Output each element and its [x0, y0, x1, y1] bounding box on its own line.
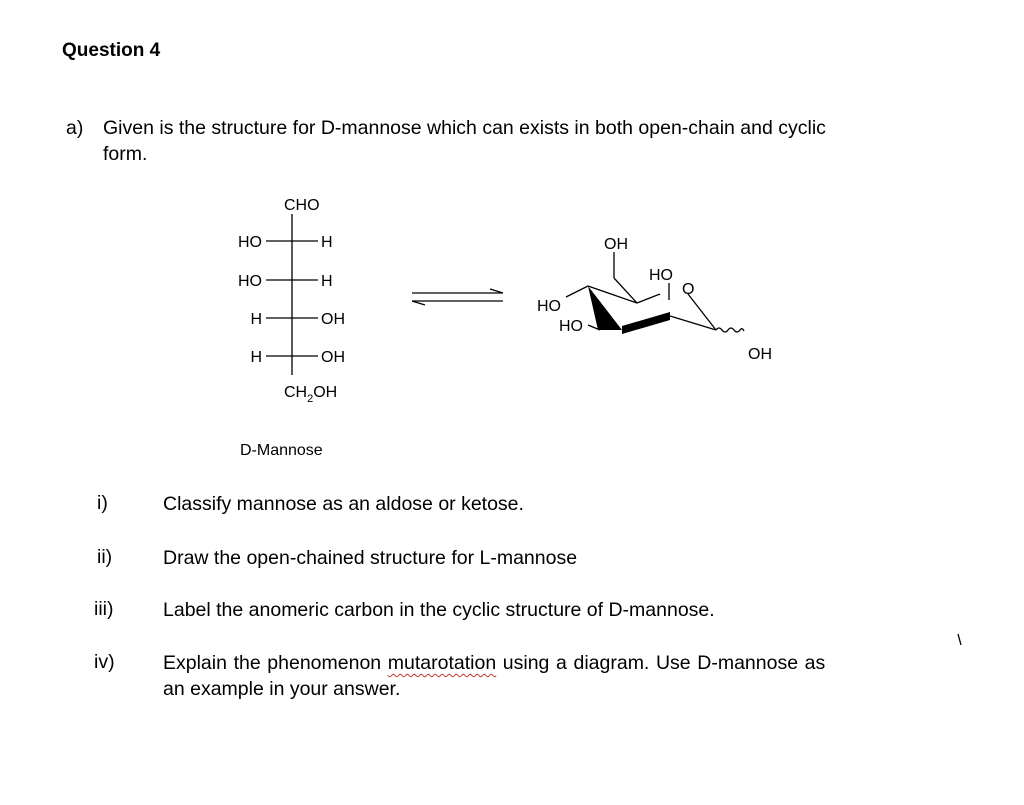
- fischer-row4-right: OH: [321, 349, 345, 366]
- task-ii-text: Draw the open-chained structure for L-mannose: [163, 547, 578, 569]
- fischer-row3-left: H: [250, 311, 262, 328]
- fischer-name-d-mannose: D-Mannose: [240, 442, 323, 459]
- part-a-label: a): [66, 117, 84, 139]
- equilibrium-arrow: [412, 289, 503, 305]
- ring-ho-lower: HO: [559, 318, 583, 335]
- task-i-number: i): [97, 492, 108, 514]
- task-iii-number: iii): [94, 598, 114, 620]
- ring-ho-left: HO: [537, 298, 561, 315]
- ring-anomeric-oh: OH: [748, 346, 772, 363]
- task-iv-number: iv): [94, 651, 115, 673]
- ring-oxygen: O: [682, 281, 695, 298]
- fischer-row2-left: HO: [238, 273, 262, 290]
- ring-ho-upper: HO: [649, 267, 673, 284]
- stray-mark: [958, 634, 961, 645]
- task-iv-text-line2: an example in your answer.: [163, 678, 401, 700]
- cyclic-mannose-chair: [537, 236, 772, 363]
- task-i-text: Classify mannose as an aldose or ketose.: [163, 493, 524, 515]
- fischer-row2-right: H: [321, 273, 333, 290]
- fischer-top-cho: CHO: [284, 197, 320, 214]
- fischer-bottom-ch2oh: $CH_2OH$: [284, 384, 338, 405]
- question-title: Question 4: [62, 40, 161, 61]
- spellcheck-word-mutarotation[interactable]: mutarotation: [387, 652, 497, 674]
- fischer-row1-right: H: [321, 234, 333, 251]
- fischer-row4-left: H: [250, 349, 262, 366]
- fischer-row3-right: OH: [321, 311, 345, 328]
- task-ii-number: ii): [97, 546, 113, 568]
- part-a-text-line2: form.: [103, 143, 148, 165]
- ring-top-oh: OH: [604, 236, 628, 253]
- fischer-projection: [238, 197, 345, 459]
- task-iv-text-line1: Explain the phenomenon mutarotation using a diagram. Use D-mannose as: [163, 652, 826, 674]
- fischer-row1-left: HO: [238, 234, 262, 251]
- part-a-text-line1: Given is the structure for D-mannose which can exists in both open-chain and cyclic: [103, 117, 826, 139]
- task-iii-text: Label the anomeric carbon in the cyclic structure of D-mannose.: [163, 599, 715, 621]
